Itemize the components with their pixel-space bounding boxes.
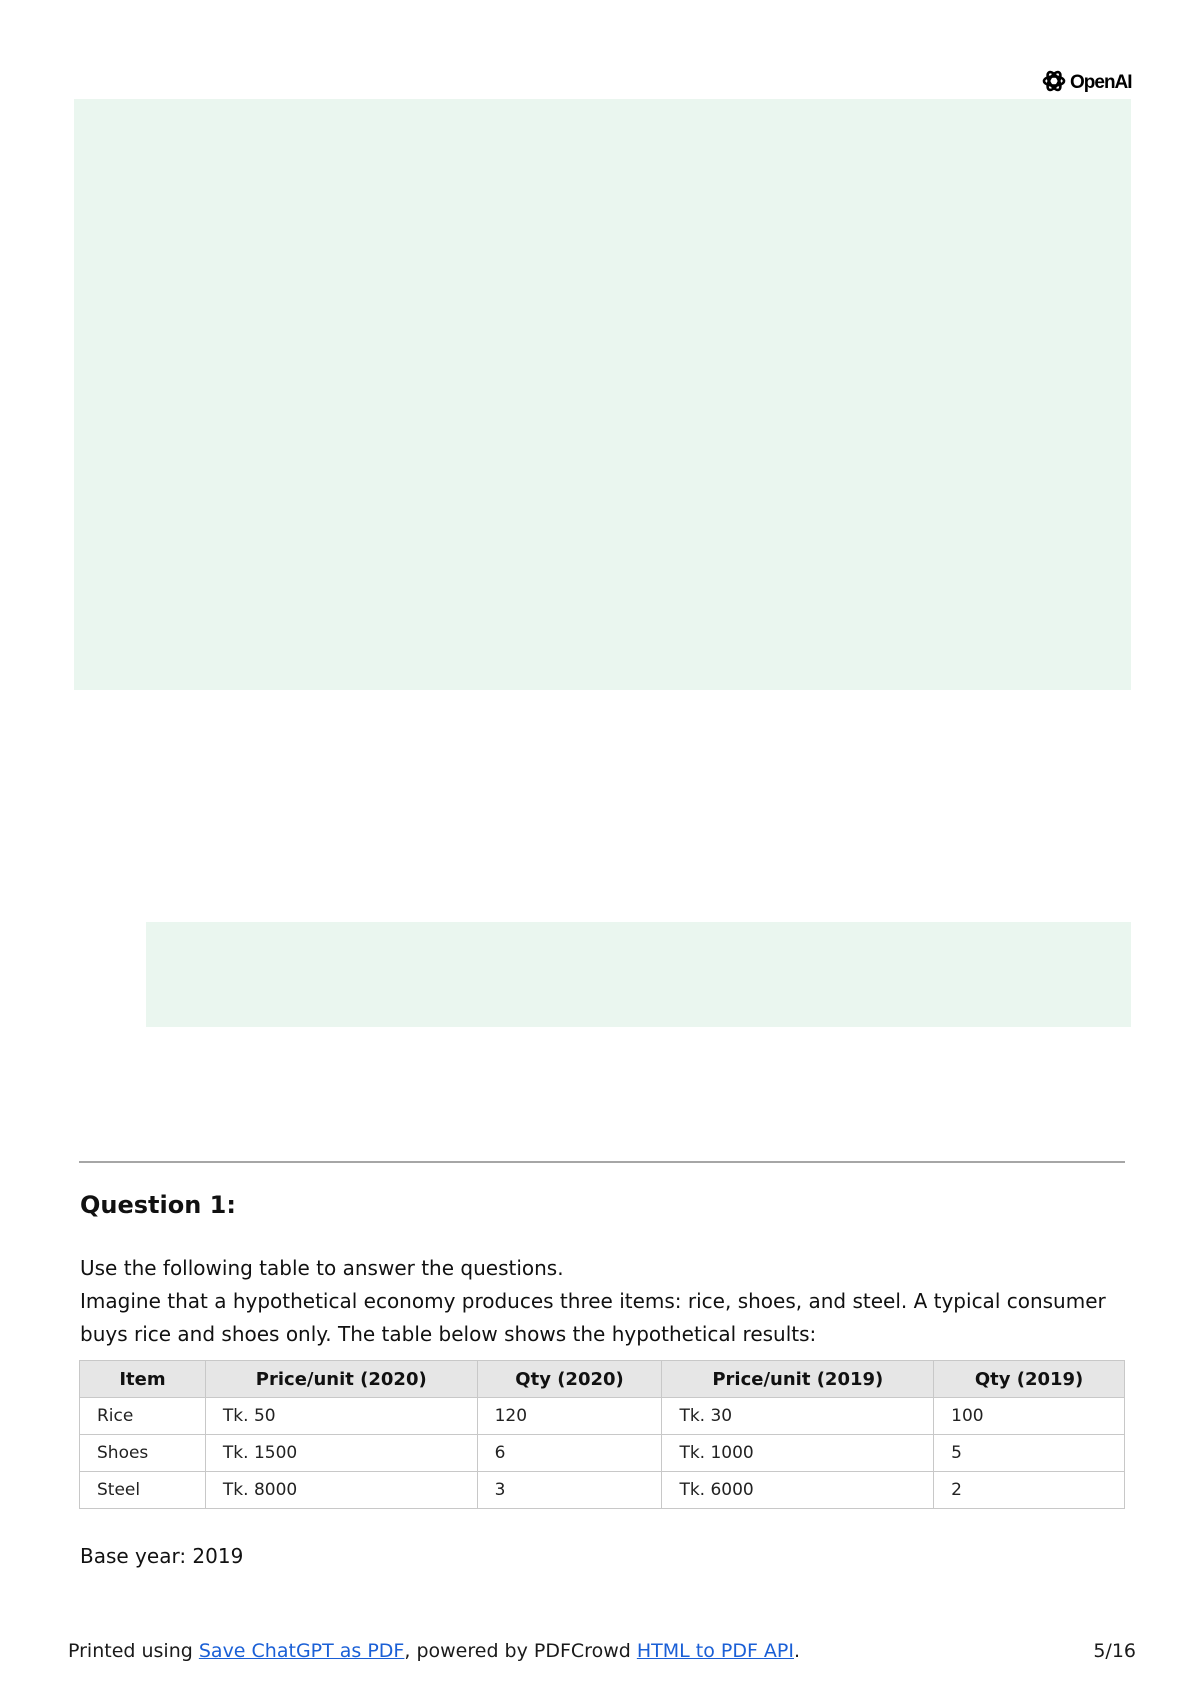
table-cell: Rice bbox=[80, 1398, 206, 1435]
openai-logo bbox=[1041, 68, 1132, 98]
table-row bbox=[80, 1398, 1125, 1435]
col-header-item: Item bbox=[80, 1361, 206, 1398]
table-cell: 5 bbox=[934, 1435, 1125, 1472]
table-cell: Tk. 1000 bbox=[662, 1435, 934, 1472]
footer-middle: , powered by PDFCrowd bbox=[404, 1640, 637, 1662]
print-footer bbox=[68, 1640, 800, 1662]
table-cell: Tk. 8000 bbox=[205, 1472, 477, 1509]
html-to-pdf-api-link[interactable]: HTML to PDF API bbox=[636, 1640, 794, 1662]
table-cell: 6 bbox=[477, 1435, 662, 1472]
col-header-qty-2020: Qty (2020) bbox=[477, 1361, 662, 1398]
col-header-price-2020: Price/unit (2020) bbox=[205, 1361, 477, 1398]
response-block-secondary bbox=[146, 922, 1131, 1027]
question-intro: Use the following table to answer the questions. bbox=[80, 1256, 564, 1280]
brand-name: OpenAI bbox=[1070, 72, 1132, 93]
question-description: Imagine that a hypothetical economy produces three items: rice, shoes, and steel. A typical consumer buys rice and shoes only. The table below shows the hypothetical results: bbox=[80, 1289, 1106, 1346]
response-block bbox=[74, 99, 1131, 690]
question-title: Question 1: bbox=[80, 1191, 236, 1219]
table-cell: Steel bbox=[80, 1472, 206, 1509]
table-cell: 120 bbox=[477, 1398, 662, 1435]
table-cell: Tk. 6000 bbox=[662, 1472, 934, 1509]
openai-logo-icon bbox=[1041, 68, 1067, 98]
footer-suffix: . bbox=[793, 1640, 801, 1662]
table-cell: Tk. 50 bbox=[205, 1398, 477, 1435]
table-cell: Tk. 1500 bbox=[205, 1435, 477, 1472]
table-cell: Tk. 30 bbox=[662, 1398, 934, 1435]
table-cell: 2 bbox=[934, 1472, 1125, 1509]
table-row bbox=[80, 1435, 1125, 1472]
page-number: 5/16 bbox=[1093, 1640, 1136, 1662]
col-header-qty-2019: Qty (2019) bbox=[934, 1361, 1125, 1398]
save-chatgpt-pdf-link[interactable]: Save ChatGPT as PDF bbox=[198, 1640, 405, 1662]
section-divider bbox=[79, 1161, 1125, 1163]
footer-prefix: Printed using bbox=[68, 1640, 199, 1662]
table-cell: 100 bbox=[934, 1398, 1125, 1435]
col-header-price-2019: Price/unit (2019) bbox=[662, 1361, 934, 1398]
economy-table bbox=[79, 1360, 1125, 1509]
table-row bbox=[80, 1472, 1125, 1509]
base-year-note: Base year: 2019 bbox=[80, 1544, 244, 1568]
table-cell: Shoes bbox=[80, 1435, 206, 1472]
table-cell: 3 bbox=[477, 1472, 662, 1509]
table-header-row bbox=[80, 1361, 1125, 1398]
